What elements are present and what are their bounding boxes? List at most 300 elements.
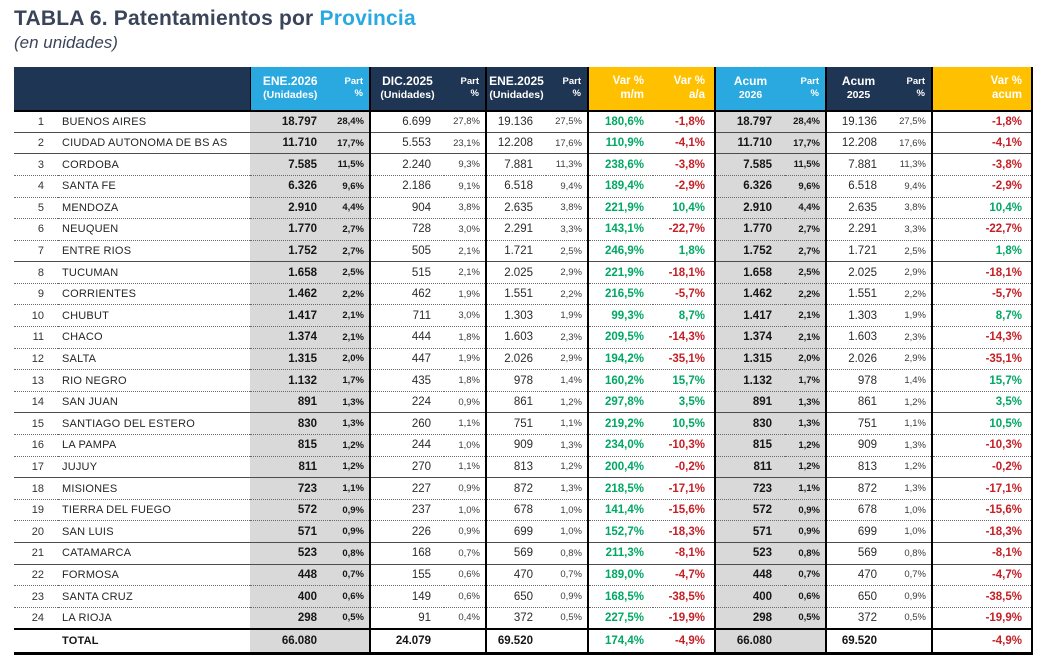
cell-rank: 14 (31, 396, 44, 409)
cell-acum2025-units: 978 (857, 374, 877, 387)
cell-dic2025-units: 91 (418, 611, 431, 624)
cell-ene2025-part: 1,9% (546, 305, 588, 327)
cell-var-aa: -10,3% (653, 435, 715, 457)
total-ene2025-part (546, 629, 588, 654)
cell-ene2025-units: 2.291 (504, 223, 533, 236)
cell-ene2025-units: 1.551 (504, 288, 533, 301)
cell-var-mm: 200,4% (604, 460, 644, 473)
cell-var-acum: -8,1% (932, 543, 1032, 565)
table-row (14, 370, 1032, 392)
cell-province: FORMOSA (62, 568, 120, 581)
cell-ene2025-part: 1,3% (546, 435, 588, 457)
cell-province: CIUDAD AUTONOMA DE BS AS (62, 137, 228, 150)
cell-dic2025-part: 3,8% (444, 197, 486, 219)
cell-acum2025-units: 751 (857, 417, 877, 430)
cell-ene2025-part: 11,3% (546, 154, 588, 176)
cell-acum2025-part: 27,5% (890, 111, 932, 133)
cell-ene2026-part: 2,1% (330, 327, 370, 349)
table-row (14, 175, 1032, 197)
total-acum2025-units: 69.520 (841, 635, 877, 648)
cell-var-acum: -2,9% (932, 175, 1032, 197)
total-ene2026-units: 66.080 (250, 629, 330, 654)
cell-ene2026-part: 0,7% (330, 564, 370, 586)
cell-dic2025-part: 1,1% (444, 413, 486, 435)
cell-acum2026-units: 6.326 (715, 175, 785, 197)
cell-dic2025-units: 2.240 (402, 158, 431, 171)
cell-dic2025-part: 0,4% (444, 607, 486, 629)
total-acum2026-units: 66.080 (715, 629, 785, 654)
cell-rank: 13 (31, 374, 44, 387)
cell-acum2025-part: 0,8% (890, 543, 932, 565)
col-header-ene2025: ENE.2025 (Unidades) (486, 67, 546, 111)
cell-acum2026-part: 1,2% (785, 456, 826, 478)
cell-rank: 19 (31, 504, 44, 517)
cell-rank: 9 (37, 288, 44, 301)
cell-ene2026-units: 1.658 (250, 262, 330, 284)
cell-ene2025-units: 470 (513, 568, 533, 581)
cell-var-aa: -38,5% (653, 586, 715, 608)
cell-dic2025-part: 1,1% (444, 456, 486, 478)
cell-ene2025-part: 0,9% (546, 586, 588, 608)
cell-var-mm: 141,4% (604, 504, 644, 517)
cell-var-aa: 3,5% (653, 391, 715, 413)
cell-dic2025-part: 1,0% (444, 499, 486, 521)
cell-var-acum: -38,5% (932, 586, 1032, 608)
cell-acum2025-units: 1.603 (848, 331, 877, 344)
cell-province: SALTA (62, 352, 97, 365)
cell-acum2026-part: 2,1% (785, 305, 826, 327)
cell-var-aa: -0,2% (653, 456, 715, 478)
cell-var-mm: 189,0% (604, 568, 644, 581)
cell-dic2025-part: 1,8% (444, 327, 486, 349)
cell-dic2025-units: 728 (411, 223, 431, 236)
cell-var-mm: 221,9% (604, 266, 644, 279)
cell-acum2026-part: 1,3% (785, 413, 826, 435)
cell-acum2026-part: 2,5% (785, 262, 826, 284)
cell-acum2025-part: 2,9% (890, 262, 932, 284)
cell-dic2025-units: 226 (411, 525, 431, 538)
cell-ene2026-part: 1,2% (330, 456, 370, 478)
cell-acum2025-units: 1.551 (848, 288, 877, 301)
cell-province: LA PAMPA (62, 439, 117, 452)
cell-ene2026-part: 9,6% (330, 175, 370, 197)
cell-acum2026-part: 2,1% (785, 327, 826, 349)
total-dic2025-units: 24.079 (395, 635, 431, 648)
cell-acum2025-units: 569 (857, 547, 877, 560)
col-header-acum2026: Acum 2026 (715, 67, 785, 111)
cell-ene2025-part: 2,9% (546, 262, 588, 284)
cell-dic2025-part: 9,3% (444, 154, 486, 176)
cell-ene2026-part: 1,3% (330, 391, 370, 413)
cell-dic2025-part: 1,9% (444, 283, 486, 305)
cell-ene2025-units: 1.721 (504, 245, 533, 257)
cell-ene2025-units: 978 (513, 374, 533, 387)
cell-acum2025-part: 1,0% (890, 521, 932, 543)
cell-ene2025-part: 1,4% (546, 370, 588, 392)
cell-ene2025-part: 9,4% (546, 175, 588, 197)
cell-ene2025-units: 2.026 (504, 352, 533, 365)
cell-ene2026-part: 1,3% (330, 413, 370, 435)
cell-ene2026-units: 11.710 (250, 132, 330, 154)
cell-ene2026-part: 0,9% (330, 499, 370, 521)
cell-ene2026-units: 1.770 (250, 219, 330, 241)
cell-acum2025-units: 12.208 (841, 137, 877, 150)
cell-dic2025-units: 227 (411, 482, 431, 495)
header-row (14, 67, 1032, 111)
cell-acum2026-part: 2,2% (785, 283, 826, 305)
cell-acum2025-units: 470 (857, 568, 877, 581)
cell-ene2025-units: 1.303 (504, 309, 533, 322)
table-row (14, 456, 1032, 478)
cell-var-mm: 238,6% (604, 158, 644, 171)
page-title-main: TABLA 6. Patentamientos por (14, 7, 314, 30)
cell-ene2026-part: 0,9% (330, 521, 370, 543)
cell-ene2026-part: 28,4% (330, 111, 370, 133)
cell-acum2025-part: 1,0% (890, 499, 932, 521)
col-header-var-aa: Var % a/a (653, 67, 715, 111)
table-row (14, 219, 1032, 241)
cell-ene2025-units: 2.635 (504, 201, 533, 214)
cell-var-acum: -0,2% (932, 456, 1032, 478)
cell-rank: 1 (37, 115, 44, 128)
cell-rank: 24 (31, 611, 44, 624)
cell-acum2026-units: 18.797 (715, 111, 785, 133)
cell-ene2026-part: 0,8% (330, 543, 370, 565)
table-row (14, 305, 1032, 327)
cell-acum2026-units: 1.770 (715, 219, 785, 241)
cell-dic2025-units: 462 (411, 288, 431, 301)
cell-rank: 22 (31, 568, 44, 581)
cell-acum2025-units: 861 (857, 396, 877, 409)
cell-acum2025-part: 2,9% (890, 348, 932, 370)
cell-acum2026-units: 1.752 (715, 240, 785, 262)
col-header-var-mm: Var % m/m (588, 67, 653, 111)
table-row (14, 132, 1032, 154)
cell-acum2025-part: 2,2% (890, 283, 932, 305)
cell-dic2025-part: 2,1% (444, 262, 486, 284)
cell-var-mm: 152,7% (604, 525, 644, 538)
cell-var-acum: -5,7% (932, 283, 1032, 305)
total-acum2026-part (785, 629, 826, 654)
table-row (14, 240, 1032, 262)
cell-var-aa: -17,1% (653, 478, 715, 500)
table-row (14, 586, 1032, 608)
cell-province: BUENOS AIRES (62, 115, 147, 128)
cell-acum2025-part: 17,6% (890, 132, 932, 154)
cell-dic2025-part: 0,7% (444, 543, 486, 565)
cell-ene2026-part: 4,4% (330, 197, 370, 219)
cell-acum2025-units: 1.303 (848, 309, 877, 322)
cell-acum2025-part: 0,5% (890, 607, 932, 629)
cell-ene2026-units: 1.752 (250, 240, 330, 262)
cell-acum2026-units: 400 (715, 586, 785, 608)
cell-var-aa: -3,8% (653, 154, 715, 176)
cell-ene2026-part: 2,7% (330, 219, 370, 241)
cell-ene2025-part: 3,3% (546, 219, 588, 241)
cell-acum2026-units: 815 (715, 435, 785, 457)
cell-acum2026-units: 7.585 (715, 154, 785, 176)
cell-acum2026-part: 2,7% (785, 240, 826, 262)
cell-province: MENDOZA (62, 201, 119, 214)
cell-province: CORDOBA (62, 158, 120, 171)
cell-ene2025-units: 872 (513, 482, 533, 495)
cell-acum2025-part: 11,3% (890, 154, 932, 176)
cell-rank: 11 (32, 331, 44, 344)
cell-ene2026-units: 571 (250, 521, 330, 543)
cell-acum2025-part: 1,1% (890, 413, 932, 435)
total-dic2025-part (444, 629, 486, 654)
cell-var-mm: 180,6% (604, 115, 644, 128)
cell-province: NEUQUEN (62, 223, 119, 236)
cell-acum2025-part: 9,4% (890, 175, 932, 197)
cell-province: MISIONES (62, 482, 118, 495)
cell-ene2026-units: 1.462 (250, 283, 330, 305)
total-ene2026-part (330, 629, 370, 654)
cell-ene2026-units: 1.374 (250, 327, 330, 349)
cell-var-acum: 1,8% (932, 240, 1032, 262)
cell-ene2026-units: 815 (250, 435, 330, 457)
cell-dic2025-part: 0,9% (444, 391, 486, 413)
table-row (14, 283, 1032, 305)
cell-var-mm: 143,1% (604, 223, 644, 236)
cell-var-mm: 194,2% (604, 352, 644, 365)
cell-acum2026-part: 4,4% (785, 197, 826, 219)
cell-ene2026-units: 572 (250, 499, 330, 521)
cell-ene2025-units: 19.136 (497, 115, 533, 128)
cell-dic2025-part: 0,9% (444, 521, 486, 543)
cell-ene2026-part: 1,2% (330, 435, 370, 457)
cell-acum2026-units: 1.315 (715, 348, 785, 370)
cell-ene2025-part: 0,8% (546, 543, 588, 565)
cell-acum2026-part: 9,6% (785, 175, 826, 197)
cell-dic2025-units: 260 (411, 417, 431, 430)
cell-acum2026-part: 2,0% (785, 348, 826, 370)
cell-acum2026-part: 2,7% (785, 219, 826, 241)
cell-ene2025-part: 1,3% (546, 478, 588, 500)
col-header-dic2025-part: Part % (444, 67, 486, 111)
cell-ene2025-part: 3,8% (546, 197, 588, 219)
cell-dic2025-units: 444 (411, 331, 431, 344)
col-header-ene2025-part: Part % (546, 67, 588, 111)
total-var-mm: 174,4% (604, 635, 644, 648)
cell-var-aa: -4,1% (653, 132, 715, 154)
cell-ene2026-units: 891 (250, 391, 330, 413)
cell-rank: 5 (37, 201, 44, 214)
cell-ene2026-units: 723 (250, 478, 330, 500)
cell-acum2025-part: 2,5% (890, 240, 932, 262)
cell-var-aa: -5,7% (653, 283, 715, 305)
cell-acum2025-units: 909 (857, 439, 877, 452)
table-row (14, 348, 1032, 370)
cell-var-aa: -18,1% (653, 262, 715, 284)
cell-province: SANTA CRUZ (62, 590, 133, 603)
cell-var-aa: -8,1% (653, 543, 715, 565)
cell-acum2025-units: 2.291 (848, 223, 877, 236)
cell-acum2025-part: 1,2% (890, 391, 932, 413)
cell-dic2025-part: 3,0% (444, 305, 486, 327)
cell-acum2025-units: 813 (857, 460, 877, 473)
cell-province: JUJUY (62, 460, 98, 473)
cell-var-acum: -1,8% (932, 111, 1032, 133)
cell-rank: 7 (37, 245, 44, 257)
cell-ene2026-part: 2,0% (330, 348, 370, 370)
cell-dic2025-part: 9,1% (444, 175, 486, 197)
cell-var-mm: 168,5% (604, 590, 644, 603)
cell-dic2025-units: 155 (411, 568, 431, 581)
cell-acum2025-units: 2.026 (848, 352, 877, 365)
total-var-aa: -4,9% (653, 629, 715, 654)
cell-acum2025-part: 1,4% (890, 370, 932, 392)
cell-rank: 8 (37, 266, 44, 279)
total-ene2025-units: 69.520 (497, 635, 533, 648)
cell-acum2026-part: 0,8% (785, 543, 826, 565)
cell-ene2026-part: 1,7% (330, 370, 370, 392)
cell-dic2025-part: 2,1% (444, 240, 486, 262)
cell-ene2025-units: 699 (513, 525, 533, 538)
cell-dic2025-units: 224 (411, 396, 431, 409)
cell-ene2026-part: 0,6% (330, 586, 370, 608)
cell-acum2025-units: 699 (857, 525, 877, 538)
cell-dic2025-units: 904 (411, 201, 431, 214)
cell-acum2026-part: 0,7% (785, 564, 826, 586)
table-row (14, 413, 1032, 435)
cell-dic2025-units: 244 (411, 439, 431, 452)
cell-acum2026-units: 2.910 (715, 197, 785, 219)
cell-province: SANTIAGO DEL ESTERO (62, 417, 195, 430)
cell-acum2025-units: 6.518 (848, 180, 877, 193)
cell-dic2025-part: 3,0% (444, 219, 486, 241)
cell-ene2025-part: 27,5% (546, 111, 588, 133)
cell-var-acum: 15,7% (932, 370, 1032, 392)
cell-var-acum: 10,5% (932, 413, 1032, 435)
cell-acum2026-units: 1.374 (715, 327, 785, 349)
cell-acum2025-part: 1,3% (890, 478, 932, 500)
cell-ene2025-units: 7.881 (504, 158, 533, 171)
page-subtitle: (en unidades) (14, 33, 118, 53)
cell-ene2025-units: 2.025 (504, 266, 533, 279)
cell-acum2025-part: 3,3% (890, 219, 932, 241)
cell-var-aa: 10,4% (653, 197, 715, 219)
cell-dic2025-part: 23,1% (444, 132, 486, 154)
cell-dic2025-units: 447 (411, 352, 431, 365)
cell-ene2026-units: 400 (250, 586, 330, 608)
cell-acum2025-part: 3,8% (890, 197, 932, 219)
cell-province: CATAMARCA (62, 547, 132, 560)
cell-dic2025-units: 711 (412, 309, 431, 322)
cell-var-acum: 8,7% (932, 305, 1032, 327)
cell-acum2026-units: 1.417 (715, 305, 785, 327)
table-row (14, 499, 1032, 521)
cell-ene2025-units: 909 (513, 439, 533, 452)
cell-var-aa: -15,6% (653, 499, 715, 521)
cell-ene2025-units: 751 (513, 417, 533, 430)
cell-var-aa: -1,8% (653, 111, 715, 133)
cell-var-acum: -4,1% (932, 132, 1032, 154)
table-row (14, 478, 1032, 500)
col-header-empty (14, 67, 250, 111)
cell-acum2025-units: 650 (857, 590, 877, 603)
cell-ene2025-part: 2,2% (546, 283, 588, 305)
cell-dic2025-part: 1,9% (444, 348, 486, 370)
cell-acum2026-part: 17,7% (785, 132, 826, 154)
cell-ene2026-units: 1.132 (250, 370, 330, 392)
cell-var-aa: 8,7% (653, 305, 715, 327)
cell-dic2025-part: 27,8% (444, 111, 486, 133)
cell-dic2025-units: 515 (411, 266, 431, 279)
cell-acum2026-part: 0,9% (785, 499, 826, 521)
cell-ene2025-units: 6.518 (504, 180, 533, 193)
cell-var-mm: 218,5% (604, 482, 644, 495)
cell-dic2025-units: 237 (411, 504, 431, 517)
cell-var-aa: -18,3% (653, 521, 715, 543)
cell-ene2026-units: 6.326 (250, 175, 330, 197)
cell-acum2025-units: 7.881 (848, 158, 877, 171)
table-row (14, 391, 1032, 413)
cell-acum2026-part: 1,1% (785, 478, 826, 500)
cell-province: TUCUMAN (62, 266, 119, 279)
table-row (14, 197, 1032, 219)
provinces-table (14, 67, 1033, 656)
cell-acum2025-units: 19.136 (841, 115, 877, 128)
cell-var-mm: 189,4% (604, 180, 644, 193)
cell-acum2025-part: 1,3% (890, 435, 932, 457)
cell-acum2025-units: 2.635 (848, 201, 877, 214)
cell-rank: 17 (31, 460, 44, 473)
cell-var-mm: 227,5% (604, 611, 644, 624)
cell-rank: 3 (37, 158, 44, 171)
cell-var-acum: -18,3% (932, 521, 1032, 543)
cell-ene2025-part: 1,1% (546, 413, 588, 435)
cell-dic2025-units: 5.553 (402, 137, 431, 150)
cell-acum2026-units: 572 (715, 499, 785, 521)
cell-acum2025-units: 2.025 (848, 266, 877, 279)
cell-rank: 23 (31, 590, 44, 603)
cell-ene2025-units: 12.208 (497, 137, 533, 150)
cell-var-acum: -35,1% (932, 348, 1032, 370)
total-row (14, 629, 1032, 654)
cell-acum2026-units: 891 (715, 391, 785, 413)
cell-ene2025-part: 2,9% (546, 348, 588, 370)
table-row (14, 543, 1032, 565)
cell-ene2026-units: 448 (250, 564, 330, 586)
cell-var-mm: 219,2% (604, 417, 644, 430)
col-header-acum2025-part: Part % (890, 67, 932, 111)
cell-acum2026-part: 1,2% (785, 435, 826, 457)
cell-rank: 2 (37, 137, 44, 150)
cell-var-aa: -14,3% (653, 327, 715, 349)
cell-dic2025-units: 149 (411, 590, 431, 603)
cell-ene2026-units: 811 (250, 456, 330, 478)
cell-province: SAN JUAN (62, 396, 118, 409)
cell-var-mm: 110,9% (605, 137, 644, 150)
cell-province: CORRIENTES (62, 288, 137, 301)
cell-acum2026-units: 448 (715, 564, 785, 586)
col-header-acum2026-part: Part % (785, 67, 826, 111)
cell-province: CHUBUT (62, 309, 110, 322)
cell-ene2025-units: 372 (513, 611, 533, 624)
cell-ene2025-part: 2,5% (546, 240, 588, 262)
cell-var-mm: 211,3% (605, 547, 644, 560)
table-row (14, 607, 1032, 629)
cell-ene2026-units: 1.417 (250, 305, 330, 327)
cell-rank: 4 (37, 180, 44, 193)
cell-province: CHACO (62, 331, 103, 344)
cell-rank: 6 (37, 223, 44, 236)
cell-province: RIO NEGRO (62, 374, 127, 387)
cell-var-aa: 15,7% (653, 370, 715, 392)
cell-rank: 10 (31, 309, 44, 322)
cell-dic2025-part: 0,6% (444, 564, 486, 586)
